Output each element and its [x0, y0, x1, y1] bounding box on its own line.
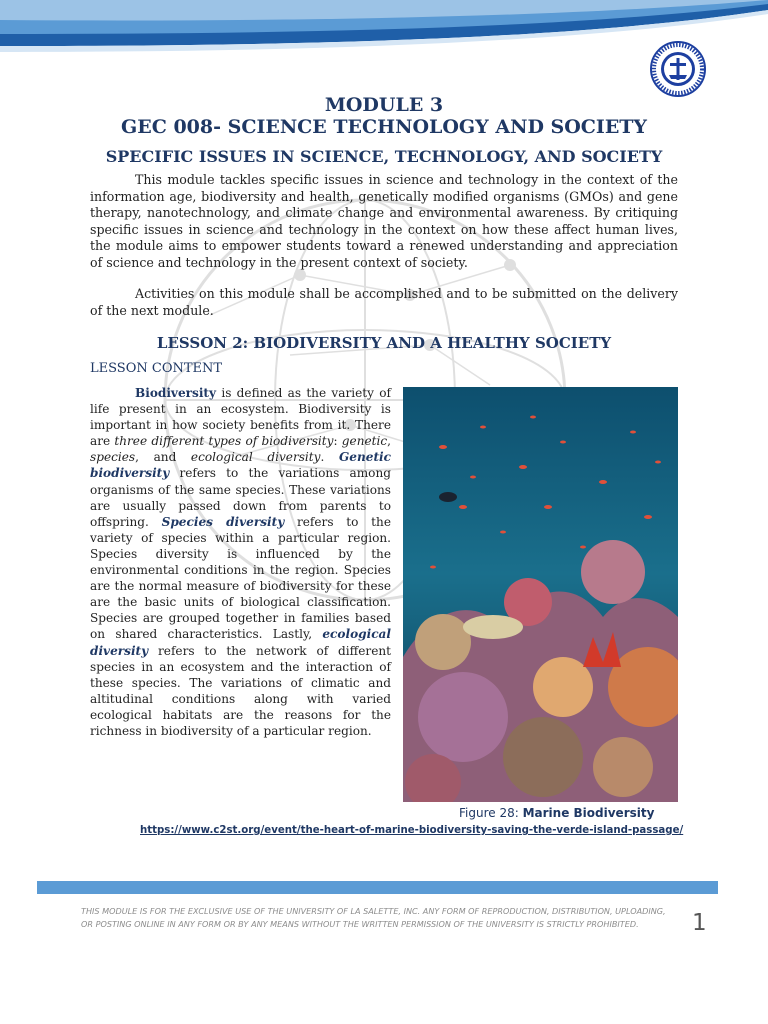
module-number: MODULE 3: [324, 94, 444, 116]
figure-caption: Figure 28: Marine Biodiversity: [459, 806, 655, 820]
university-seal-logo: [650, 41, 706, 97]
footer-bar: [37, 881, 718, 894]
term-species-diversity: Species diversity: [161, 514, 285, 529]
intro-paragraph: This module tackles specific issues in science and technology in the context of the information age, biodiversity and health, genetically modified organisms (GMOs) and gene therapy, nanotechnology, and climate change and environmental awareness. By critiquing specific issues in science and technology in the context on how these affect human lives, the module aims to empower students toward a renewed understanding and appreciation of science and technology in the present context of society.: [90, 172, 678, 270]
term-ecological-diversity: ecological diversity: [90, 627, 391, 658]
figure-source-link[interactable]: https://www.c2st.org/event/the-heart-of-marine-biodiversity-saving-the-verde-island-passage/: [140, 825, 684, 836]
marine-biodiversity-photo: [403, 387, 678, 802]
lesson-content-heading: LESSON CONTENT: [90, 361, 223, 376]
term-genetic-biodiversity: Genetic biodiversity: [90, 450, 392, 481]
page-number: 1: [692, 910, 707, 936]
copyright-notice: THIS MODULE IS FOR THE EXCLUSIVE USE OF THE UNIVERSITY OF LA SALETTE, INC. ANY FORM OF REPRODUCTION, DISTRIBUTION, UPLOADING, OR POSTING ONLINE IN ANY FORM OR BY ANY MEANS WITHOUT THE WRITTEN PERMISSION OF THE UNIVERSITY IS STRICTLY PROHIBITED.: [81, 906, 666, 929]
course-title: GEC 008- SCIENCE TECHNOLOGY AND SOCIETY: [121, 116, 647, 138]
instruction-paragraph: Activities on this module shall be accomplished and to be submitted on the delivery of the next module.: [90, 286, 678, 318]
figure-name: Marine Biodiversity: [522, 806, 655, 820]
lesson-title: LESSON 2: BIODIVERSITY AND A HEALTHY SOCIETY: [156, 334, 612, 352]
module-topic: SPECIFIC ISSUES IN SCIENCE, TECHNOLOGY, AND SOCIETY: [105, 147, 663, 166]
lesson-body-paragraph: Biodiversity is defined as the variety of life present in an ecosystem. Biodiversity is important in how society benefits from it. There are three different types of biodiversity: genetic, species, and ecological diversity. Genetic biodiversity refers to the variations among organisms of the same species. These variations are usually passed down from parents to offspring. Species diversity refers to the variety of species within a particular region. Species diversity is influenced by the environmental conditions in the region. Species are the normal measure of biodiversity for these are the basic units of biological classification. Species are grouped together in families based on shared characteristics. Lastly, ecological diversity refers to the network of different species in an ecosystem and the interaction of these species. The variations of climatic and altitudinal conditions along with varied ecological habitats are the reasons for the richness in biodiversity of a particular region.: [90, 386, 392, 738]
term-biodiversity: Biodiversity: [135, 386, 217, 400]
